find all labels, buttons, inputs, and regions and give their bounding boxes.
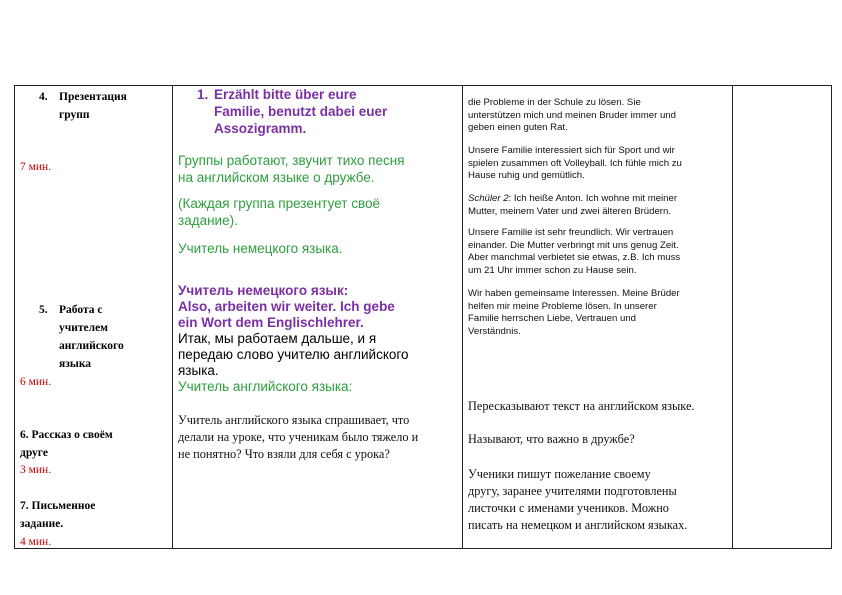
stage-7-line2: задание. [20,518,64,530]
russian-line1: Итак, мы работаем дальше, и я [178,331,377,346]
p1-line3: geben einen guten Rat. [468,122,568,133]
stage-7-time: 4 мин. [20,536,52,548]
stage-5-number: 5. [39,304,48,316]
stage-5-line4: языка [59,358,92,370]
present-line2: задание). [178,213,238,228]
p3-line1: Schüler 2: Ich heiße Anton. Ich wohne mit meiner [468,193,678,204]
p5-line2: helfen mir meine Probleme lösen. In unserer [468,300,657,312]
student-speaker: Schüler 2 [468,193,509,204]
stage-6-time: 3 мин. [20,464,52,476]
german-teacher: Учитель немецкого языка. [178,241,343,256]
p4-line2: einander. Die Mutter verbringt mit uns genug Zeit. [468,239,679,251]
p3-line2: Mutter, meinem Vater und zwei älteren Brüdern. [468,205,671,217]
wish-line4: писать на немецком и английском языках. [468,518,688,532]
p4-line1: Unsere Familie ist sehr freundlich. Wir vertrauen [468,227,674,238]
stages-cell [15,86,173,549]
stage-5-time: 6 мин. [20,376,52,388]
teacher-activity-cell [173,86,463,549]
wish-line3: листочки с именами учеников. Можно [468,501,669,515]
english-teacher: Учитель английского языка: [178,379,353,394]
question-line2: делали на уроке, что ученикам было тяжело и [178,430,419,444]
stage-7-line1: 7. Письменное [20,500,96,512]
p2-line1: Unsere Familie interessiert sich für Sport und wir [468,145,675,156]
p2-line2: spielen zusammen oft Volleyball. Ich fühle mich zu [468,157,682,169]
german-line1: Also, arbeiten wir weiter. Ich gebe [178,299,395,314]
german-teacher-label: Учитель немецкого язык: [178,283,349,298]
question-line3: не понятно? Что взяли для себя с урока? [178,447,390,461]
p4-line4: um 21 Uhr immer schon zu Hause sein. [468,264,637,276]
task-line3: Assozigramm. [214,121,307,136]
stage-4-title-cont: групп [59,109,90,121]
russian-line2: передаю слово учителю английского [178,347,409,362]
stage-4-title: 4. Презентация [39,91,127,103]
table-row [15,86,832,549]
wish-line2: другу, заранее учителями подготовлены [468,484,677,498]
task-line2: Familie, benutzt dabei euer [214,104,388,119]
stage-6-line2: друге [20,447,48,459]
present-line1: (Каждая группа презентует своё [178,196,380,211]
p2-line3: Hause ruhig und gemütlich. [468,170,585,181]
german-line2: ein Wort dem Englischlehrer. [178,315,364,330]
p4-line3: Aber manchmal verbietet sie etwas, z.B. Ich muss [468,252,681,263]
groups-line2: на английском языке о дружбе. [178,170,375,185]
p5-line4: Verständnis. [468,325,521,337]
p1-line2: unterstützen mich und meinen Bruder immer und [468,109,676,121]
lesson-plan-table [14,85,832,549]
question-line1: Учитель английского языка спрашивает, что [178,413,410,427]
stage-5-line1: Работа с [59,304,103,316]
student-activity-cell [463,86,733,549]
stage-5-line3: английского [59,340,124,352]
p1-line1: die Probleme in der Schule zu lösen. Sie [468,97,641,108]
friendship-text: Называют, что важно в дружбе? [468,432,635,446]
notes-cell [733,86,832,549]
wish-line1: Ученики пишут пожелание своему [468,467,651,481]
retell-text: Пересказывают текст на английском языке. [468,399,695,413]
russian-line3: языка. [178,363,219,378]
p5-line1: Wir haben gemeinsame Interessen. Meine Brüder [468,288,680,299]
stage-4-time: 7 мин. [20,161,52,173]
p5-line3: Familie herrschen Liebe, Vertrauen und [468,313,636,324]
stage-5-line2: учителем [59,322,109,334]
stage-6-line1: 6. Рассказ о своём [20,429,113,441]
task-line1: 1. Erzählt bitte über eure [197,87,357,102]
groups-line1: Группы работают, звучит тихо песня [178,153,405,168]
